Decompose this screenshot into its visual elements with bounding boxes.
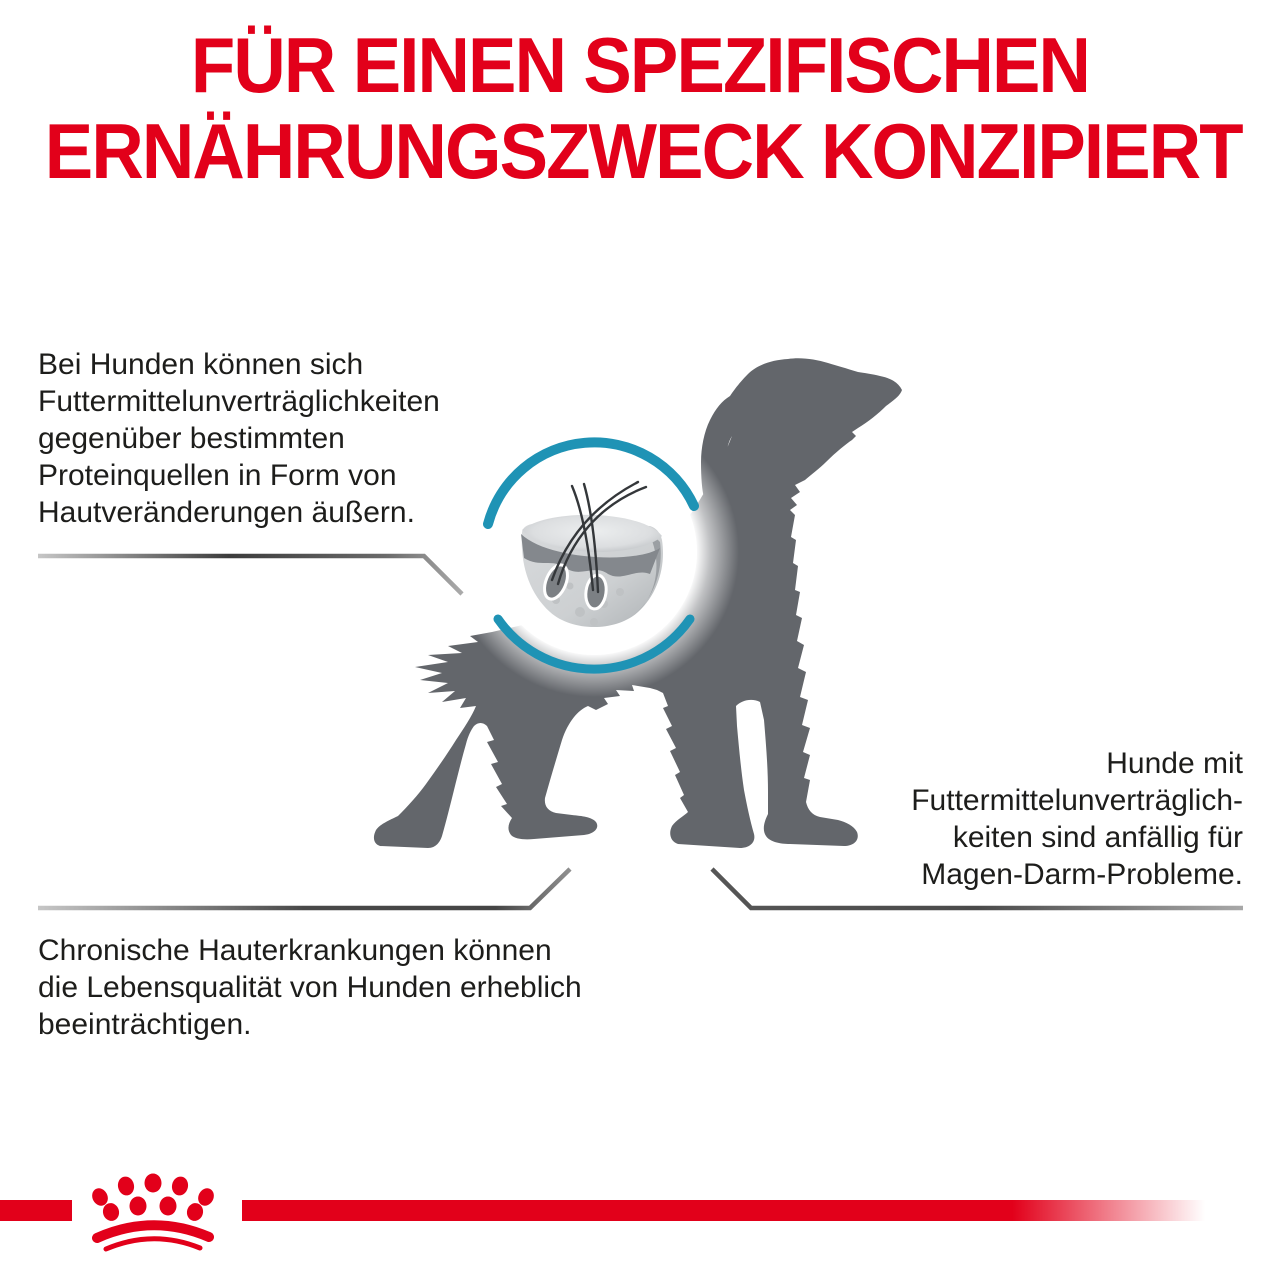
callout-gi-line: Magen-Darm-Probleme.: [921, 858, 1243, 891]
callout-skin-line: Hautveränderungen äußern.: [38, 496, 415, 529]
callout-skin-line: Futtermittelunverträglichkeiten: [38, 385, 440, 418]
callout-skin-line: gegenüber bestimmten: [38, 422, 345, 455]
brand-band-right: [242, 1200, 1205, 1221]
brand-footer: [0, 1174, 1205, 1250]
callout-line-skin: [38, 556, 462, 594]
headline-line-2: ERNÄHRUNGSZWECK KONZIPIERT: [44, 107, 1242, 195]
callout-gi-line: keiten sind anfällig für: [952, 821, 1243, 854]
callout-gi-line: Futtermittelunverträglich-: [911, 784, 1243, 817]
brand-band-left: [0, 1200, 72, 1221]
callout-text-quality: [38, 932, 582, 1043]
callout-skin-line: Proteinquellen in Form von: [38, 459, 397, 492]
callout-text-gi: [911, 745, 1243, 893]
callout-gi-line: Hunde mit: [1106, 747, 1243, 780]
page-title: [0, 22, 1280, 194]
royal-canin-crown-paw-logo: [89, 1174, 217, 1250]
callout-line-quality: [38, 869, 570, 908]
callout-skin-line: Bei Hunden können sich: [38, 348, 364, 381]
callout-text-skin: [38, 346, 440, 531]
callout-quality-line: die Lebensqualität von Hunden erheblich: [38, 971, 582, 1004]
callout-quality-line: Chronische Hauterkrankungen können: [38, 934, 552, 967]
callout-quality-line: beeinträchtigen.: [38, 1008, 252, 1041]
headline-line-1: FÜR EINEN SPEZIFISCHEN: [190, 21, 1090, 109]
